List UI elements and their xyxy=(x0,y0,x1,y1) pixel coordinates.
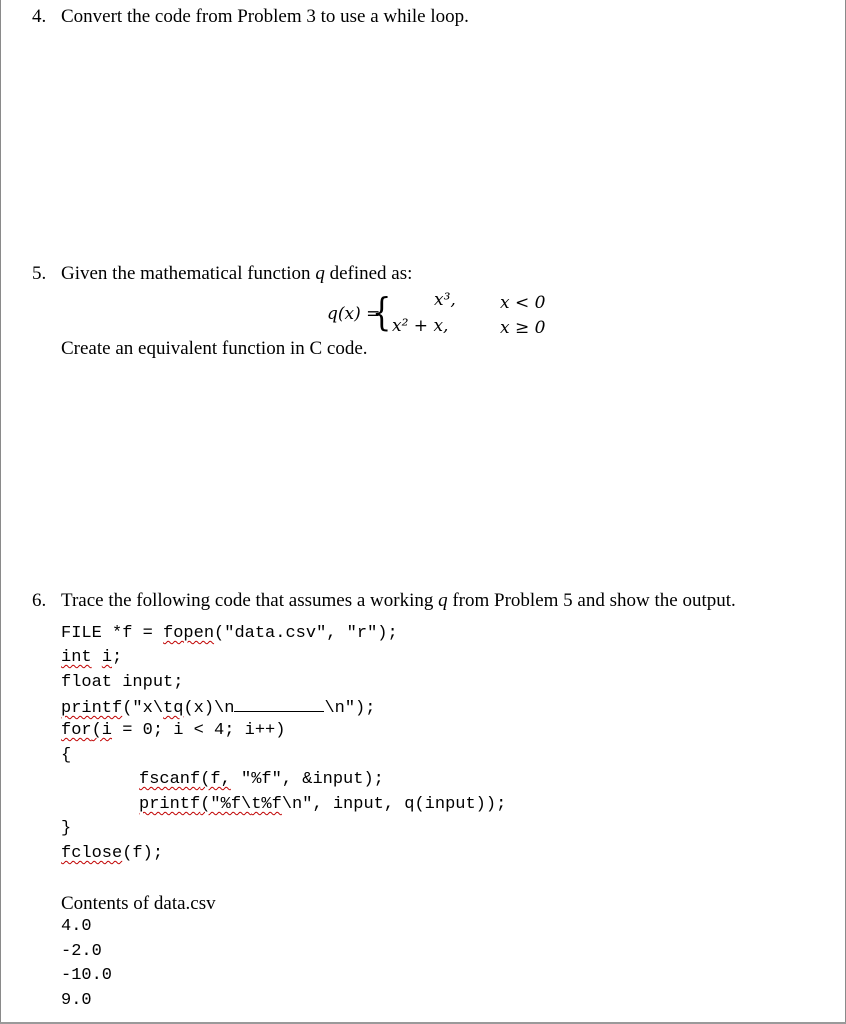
problem-6 xyxy=(32,590,736,612)
code-for: for xyxy=(61,721,92,740)
code-text: \n", input, q(input)); xyxy=(281,795,507,814)
data-value-2: -2.0 xyxy=(61,942,102,961)
problem-6-text-b: from Problem 5 and show the output. xyxy=(452,590,736,611)
code-text: (f); xyxy=(122,844,164,863)
problem-5 xyxy=(32,263,412,285)
code-line-9: } xyxy=(61,819,72,838)
code-text: ("x\ xyxy=(122,699,164,718)
problem-6-text-a: Trace the following code that assumes a working xyxy=(61,590,434,611)
left-border xyxy=(0,0,1,1024)
problem-4 xyxy=(32,6,469,28)
code-line-4 xyxy=(61,697,375,719)
problem-5-text-end: defined as: xyxy=(329,263,413,284)
code-line-3: float input; xyxy=(61,673,184,692)
problem-5-var: q xyxy=(315,263,325,284)
code-line-5 xyxy=(61,721,285,741)
case2-expression: x² + x, xyxy=(392,316,449,336)
code-text: ; xyxy=(112,648,123,667)
code-text xyxy=(92,648,102,667)
code-for-paren: (i xyxy=(91,721,113,740)
code-text: FILE *f = xyxy=(61,624,164,643)
code-text: ("data.csv", "r"); xyxy=(214,624,398,643)
data-value-4: 9.0 xyxy=(61,991,92,1010)
problem-4-number: 4. xyxy=(32,6,47,27)
code-line-7 xyxy=(139,770,384,790)
code-fscanf: fscanf xyxy=(139,770,201,789)
data-value-1: 4.0 xyxy=(61,917,92,936)
code-text: = 0; i < 4; i++) xyxy=(112,721,286,740)
code-line-1 xyxy=(61,624,398,644)
case2-condition: x ≥ 0 xyxy=(500,318,546,338)
code-printf-paren: ("%f\ xyxy=(200,795,252,814)
data-value-3: -10.0 xyxy=(61,966,113,985)
code-line-6: { xyxy=(61,746,72,765)
code-text: (x)\n xyxy=(183,699,235,718)
code-var-i: i xyxy=(101,648,113,667)
code-text: "%f", &input); xyxy=(230,770,384,789)
problem-5-text: Given the mathematical function xyxy=(61,263,311,284)
case1-expression: x³, xyxy=(434,290,456,310)
code-line-8 xyxy=(139,795,506,815)
code-text: \n"); xyxy=(324,699,376,718)
data-file-label: Contents of data.csv xyxy=(61,893,216,914)
code-tab-format: t%f xyxy=(251,795,282,814)
code-printf: printf xyxy=(61,699,123,718)
problem-5-number: 5. xyxy=(32,263,47,284)
code-int: int xyxy=(61,648,92,667)
code-fclose: fclose xyxy=(61,844,123,863)
code-line-2 xyxy=(61,648,122,668)
problem-5-instruction: Create an equivalent function in C code. xyxy=(61,338,368,359)
case1-condition: x < 0 xyxy=(500,293,546,313)
problem-4-text: Convert the code from Problem 3 to use a while loop. xyxy=(61,6,469,27)
code-tq: tq xyxy=(163,699,184,718)
problem-6-number: 6. xyxy=(32,590,47,611)
problem-6-var: q xyxy=(438,590,448,611)
function-lhs: q(x) = xyxy=(327,304,381,324)
answer-blank xyxy=(234,697,324,712)
code-fopen: fopen xyxy=(163,624,215,643)
code-line-10 xyxy=(61,844,163,864)
code-fscanf-paren: (f, xyxy=(200,770,231,789)
cases-brace: { xyxy=(372,290,392,334)
code-printf: printf xyxy=(139,795,201,814)
